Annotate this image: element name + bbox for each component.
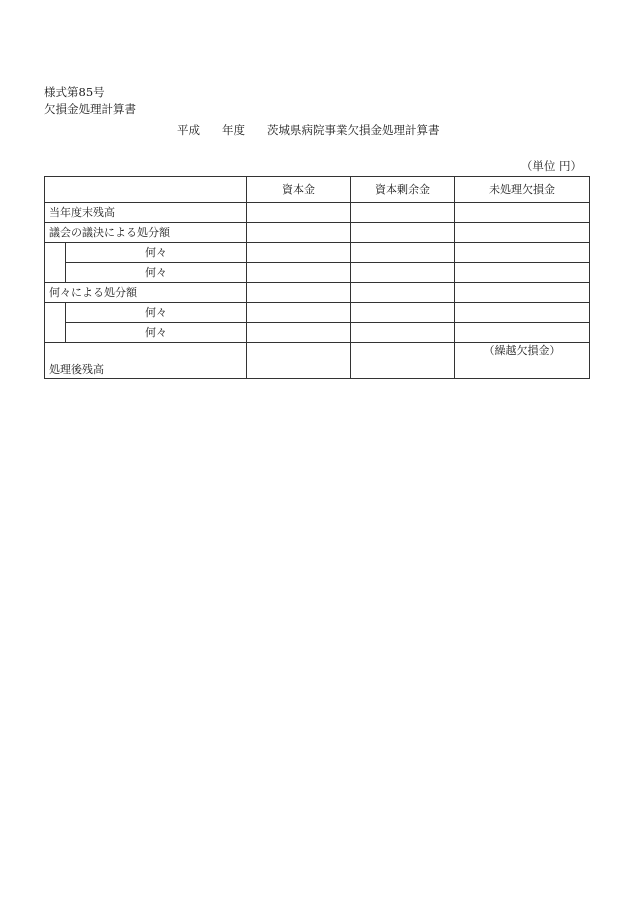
table-row (45, 323, 590, 343)
row-label-current-year-end-balance: 当年度末残高 (45, 203, 247, 223)
table-row (45, 223, 590, 243)
cell-capital (247, 323, 351, 343)
header-blank-cell (45, 177, 247, 203)
indent-cell (45, 263, 66, 283)
title-era: 平成 (177, 123, 200, 137)
table-header-row (45, 177, 590, 203)
table-row (45, 303, 590, 323)
cell-unprocessed-deficit (455, 283, 590, 303)
column-header-unprocessed-deficit: 未処理欠損金 (455, 177, 590, 203)
table-row (45, 263, 590, 283)
cell-capital-surplus (351, 343, 455, 379)
cell-capital-surplus (351, 263, 455, 283)
row-label-assembly-resolution-disposal: 議会の議決による処分額 (45, 223, 247, 243)
table-row (45, 203, 590, 223)
column-header-capital-surplus: 資本剰余金 (351, 177, 455, 203)
form-number: 様式第85号 (44, 85, 105, 99)
cell-capital-surplus (351, 223, 455, 243)
cell-capital-surplus (351, 283, 455, 303)
cell-capital (247, 223, 351, 243)
cell-unprocessed-deficit (455, 243, 590, 263)
table-row (45, 283, 590, 303)
cell-capital-surplus (351, 303, 455, 323)
row-label-post-processing-balance: 処理後残高 (45, 343, 247, 379)
carried-forward-loss-note: （繰越欠損金） (455, 343, 590, 379)
cell-capital (247, 343, 351, 379)
row-label-sub-item: 何々 (66, 303, 247, 323)
cell-capital-surplus (351, 323, 455, 343)
column-header-capital: 資本金 (247, 177, 351, 203)
row-label-other-disposal: 何々による処分額 (45, 283, 247, 303)
cell-unprocessed-deficit (455, 323, 590, 343)
cell-unprocessed-deficit (455, 303, 590, 323)
cell-unprocessed-deficit (455, 203, 590, 223)
cell-capital-surplus (351, 203, 455, 223)
deficit-processing-table (44, 176, 590, 379)
row-label-sub-item: 何々 (66, 263, 247, 283)
indent-cell (45, 243, 66, 263)
title-main: 茨城県病院事業欠損金処理計算書 (267, 123, 440, 137)
cell-capital (247, 203, 351, 223)
unit-label: （単位 円） (520, 159, 582, 173)
title-year-suffix: 年度 (222, 123, 245, 137)
document-type: 欠損金処理計算書 (44, 102, 136, 116)
row-label-sub-item: 何々 (66, 243, 247, 263)
indent-cell (45, 303, 66, 323)
cell-unprocessed-deficit (455, 223, 590, 243)
cell-capital-surplus (351, 243, 455, 263)
row-label-sub-item: 何々 (66, 323, 247, 343)
cell-capital (247, 303, 351, 323)
indent-cell (45, 323, 66, 343)
table-row (45, 343, 590, 379)
cell-capital (247, 243, 351, 263)
cell-unprocessed-deficit (455, 263, 590, 283)
table-row (45, 243, 590, 263)
cell-capital (247, 263, 351, 283)
document-title (177, 123, 440, 137)
cell-capital (247, 283, 351, 303)
